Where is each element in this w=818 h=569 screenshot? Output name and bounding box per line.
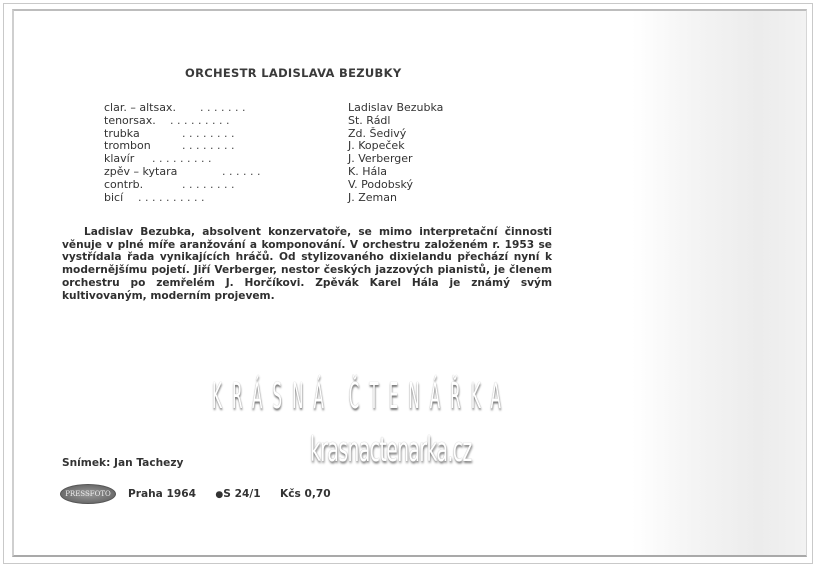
player-name: J. Verberger: [348, 152, 413, 166]
leader-dots: . . . . . .: [222, 165, 261, 178]
instrument: trubka: [104, 126, 140, 140]
instrument: contrb.: [104, 177, 144, 191]
series-code: S 24/1: [223, 488, 261, 500]
bullet-icon: ●: [215, 490, 224, 500]
leader-dots: . . . . . . . . .: [152, 153, 212, 166]
pressfoto-logo: [60, 484, 116, 504]
publisher-footer: [60, 484, 331, 504]
watermark-url[interactable]: krasnactenarka.cz: [310, 430, 472, 470]
player-name: Ladislav Bezubka: [348, 101, 444, 114]
watermark-title: KRÁSNÁ ČTENÁŘKA: [212, 376, 511, 417]
leader-dots: . . . . . . . . . .: [138, 191, 205, 204]
roster-row: [104, 192, 444, 205]
player-name: J. Kopeček: [348, 139, 405, 153]
leader-dots: . . . . . . .: [200, 102, 246, 114]
roster-row: [104, 115, 444, 128]
instrument: zpěv – kytara: [104, 164, 178, 178]
orchestra-title: ORCHESTR LADISLAVA BEZUBKY: [185, 66, 402, 80]
player-name: V. Podobský: [348, 177, 413, 191]
leader-dots: . . . . . . . .: [182, 140, 235, 153]
instrument: trombon: [104, 139, 151, 153]
instrument: klavír: [104, 152, 135, 166]
player-name: St. Rádl: [348, 113, 391, 127]
roster-row: [104, 179, 444, 192]
leader-dots: . . . . . . . .: [182, 178, 235, 191]
roster-row: [104, 102, 444, 115]
instrument: tenorsax.: [104, 113, 156, 127]
publication-info: [128, 488, 331, 500]
biography-text: Ladislav Bezubka, absolvent konzervatoře, se mimo interpretační činnosti věnuje v plné míře aranžování a komponování. V orchestru založeném r. 1953 se vystřídala řada vynikajících hráčů. Od stylizovaného dixielandu přechází nyní k modernějšímu pojetí. Jiří Verberger, nestor českých jazzových pianistů, je členem orchestru po zemřelém J. Horčíkovi. Zpěvák Karel Hála je známý svým kultivovaným, moderním projevem.: [62, 226, 552, 302]
instrument: bicí: [104, 190, 124, 204]
roster-row: [104, 166, 444, 179]
biography-paragraph: [62, 226, 552, 302]
leader-dots: . . . . . . . . .: [170, 114, 230, 127]
instrument: clar. – altsax.: [104, 101, 176, 114]
player-name: J. Zeman: [348, 190, 397, 204]
logo-text: PRESSFOTO: [65, 490, 111, 498]
band-roster: [104, 102, 444, 204]
photo-credit: Snímek: Jan Tachezy: [62, 457, 184, 469]
price: Kčs 0,70: [280, 488, 331, 500]
player-name: Zd. Šedivý: [348, 126, 407, 140]
leader-dots: . . . . . . . .: [182, 127, 235, 140]
city-year: Praha 1964: [128, 488, 197, 500]
player-name: K. Hála: [348, 164, 388, 178]
